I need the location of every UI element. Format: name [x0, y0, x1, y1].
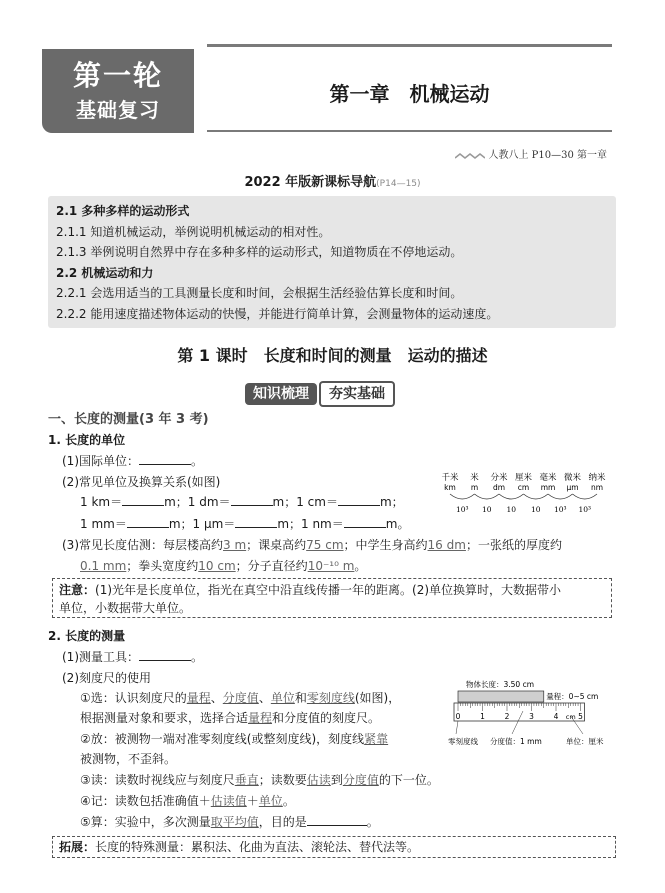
standard-line: 2.1.3 举例说明自然界中存在多种多样的运动形式，知道物质在不停地运动。 [56, 245, 463, 259]
step-record [80, 793, 295, 809]
note-label: 注意： [59, 583, 96, 597]
common-units-line: (2)常见单位及换算关系(如图) [62, 475, 221, 489]
unit-chain-diagram [440, 470, 620, 516]
est-value: 16 dm [427, 538, 466, 552]
conv-blank[interactable] [231, 494, 273, 506]
nav-title-text: 2022 年版新课标导航 [244, 175, 377, 190]
calc-text: ⑤算：实验中，多次测量 [80, 815, 211, 829]
record-text: ④记：读数包括准确值＋ [80, 794, 211, 808]
note-line-2: 单位，小数据带大单位。 [59, 601, 192, 615]
est-value: 10 cm [198, 559, 236, 573]
standard-line: 2.2 机械运动和力 [56, 265, 154, 280]
read-end: 的下一位。 [378, 773, 439, 787]
step-select-1 [80, 690, 400, 706]
division-label: 分度值：1 mm [490, 737, 542, 746]
read-text-2: ；读数要 [258, 773, 307, 787]
keyword: 垂直 [234, 773, 259, 787]
conv-mm: 1 mm＝ [80, 517, 127, 531]
standard-line: 2.2.1 会选用适当的工具测量长度和时间，会根据生活经验估算长度和时间。 [56, 286, 463, 300]
ruler-tick-label: 5 [578, 712, 583, 721]
read-text-3: 到 [330, 773, 343, 787]
step-select-2 [80, 710, 380, 726]
section-tags [245, 381, 395, 407]
nav-title-ref: (P14—15) [376, 179, 421, 189]
select-text-2: 根据测量对象和要求，选择合适 [80, 711, 249, 725]
conv-end: m； [379, 495, 404, 509]
est-paper: ；一张纸的厚度约 [465, 538, 562, 552]
unit-arc [573, 494, 598, 499]
estimate-line-1 [62, 537, 562, 553]
conv-cm: m；1 cm＝ [272, 495, 338, 509]
range-label: 量程：0~5 cm [546, 692, 599, 701]
ruler-usage-heading: (2)刻度尺的使用 [62, 671, 151, 685]
step-place-1 [80, 731, 388, 747]
calc-text-2: ，目的是 [258, 815, 307, 829]
extension-text: 长度的特殊测量：累积法、化曲为直法、滚轮法、替代法等。 [95, 840, 420, 854]
est-value: 0.1 mm [80, 559, 127, 573]
keyword: 零刻度线 [306, 691, 355, 705]
object-length-label: 物体长度：3.50 cm [466, 680, 535, 689]
lesson-title: 第 1 课时 长度和时间的测量 运动的描述 [177, 346, 488, 365]
conv-um: m；1 μm＝ [168, 517, 236, 531]
sep: 、 [210, 691, 223, 705]
unit-factor: 10 [530, 505, 541, 514]
unit-symbol: m [470, 483, 479, 492]
tool-label: (1)测量工具： [62, 650, 139, 664]
sep: 和 [294, 691, 307, 705]
keyword: 单位 [270, 691, 295, 705]
si-unit-blank[interactable] [139, 453, 191, 465]
ruler-diagram [448, 678, 628, 750]
conv-km: 1 km＝ [80, 495, 123, 509]
section1-heading [48, 412, 209, 428]
unit-symbol: mm [540, 483, 556, 492]
tag-foundation: 夯实基础 [319, 381, 395, 407]
calc-end: 。 [366, 815, 379, 829]
conv-blank[interactable] [122, 494, 164, 506]
unit-arc [475, 494, 500, 499]
conversion-row-2 [80, 516, 409, 532]
est-height: ；中学生身高约 [343, 538, 428, 552]
conv-end2: m。 [385, 517, 410, 531]
unit-symbol: cm [517, 483, 530, 492]
extension-label: 拓展： [59, 840, 96, 854]
note-text-1: (1)光年是长度单位，指光在真空中沿直线传播一年的距离。(2)单位换算时，大数据带小 [95, 583, 562, 597]
keyword: 分度值 [222, 691, 259, 705]
ruler-tick-label: 1 [480, 712, 485, 721]
est-floor: (3)常见长度估测：每层楼高约 [62, 538, 223, 552]
sep: 、 [258, 691, 271, 705]
si-unit-line [62, 453, 203, 469]
unit-name: 千米 [441, 473, 459, 483]
round-badge [42, 49, 194, 133]
zero-pointer [456, 721, 458, 734]
extension-box [52, 836, 616, 858]
curriculum-nav-title [0, 171, 665, 190]
unit-arc [524, 494, 549, 499]
si-unit-label: (1)国际单位： [62, 454, 139, 468]
unit-name: 微米 [563, 473, 582, 483]
keyword: 紧靠 [364, 732, 389, 746]
unit-name: 厘米 [514, 473, 533, 483]
unit-symbol: μm [566, 483, 579, 492]
measured-object [458, 691, 544, 702]
step-place-2: 被测物，不歪斜。 [80, 752, 177, 766]
unit-symbol: dm [492, 483, 506, 492]
keyword: 量程 [186, 691, 211, 705]
wave-icon [455, 151, 485, 161]
est-fist: ；拳头宽度约 [126, 559, 199, 573]
conv-blank[interactable] [338, 494, 380, 506]
unit-symbol: km [444, 483, 456, 492]
badge-line2: 基础复习 [76, 98, 160, 122]
est-value: 75 cm [306, 538, 344, 552]
est-desk: ；课桌高约 [246, 538, 307, 552]
unit-name: 米 [470, 473, 479, 483]
unit-arc [548, 494, 573, 499]
unit-label: 单位：厘米 [566, 737, 604, 746]
si-unit-end: 。 [191, 454, 204, 468]
section1-count: (3 年 3 考) [139, 412, 209, 427]
est-value: 3 m [223, 538, 247, 552]
unit-factor: 10³ [553, 505, 567, 514]
unit-name: 纳米 [588, 473, 606, 483]
keyword: 取平均值 [210, 815, 259, 829]
ruler-tick-label: 0 [455, 712, 461, 721]
unit-symbol: nm [590, 483, 604, 492]
standards-box [48, 196, 616, 328]
header-bottom-rule [207, 130, 612, 132]
note-line-1 [59, 582, 561, 598]
conv-blank[interactable] [127, 516, 169, 528]
ruler-unit: cm [565, 713, 576, 721]
unit-name: 毫米 [539, 473, 557, 483]
unit-heading: 1. 长度的单位 [48, 433, 126, 447]
unit-factor: 10 [506, 505, 517, 514]
unit-factor: 10³ [578, 505, 592, 514]
keyword: 量程 [248, 711, 273, 725]
textbook-page-ref [455, 146, 607, 161]
standard-line: 2.2.2 能用速度描述物体运动的快慢，并能进行简单计算，会测量物体的运动速度。 [56, 306, 499, 321]
conv-dm: m；1 dm＝ [164, 495, 231, 509]
keyword: 估读 [306, 773, 331, 787]
select-end: (如图)， [354, 691, 401, 705]
keyword: 单位 [258, 794, 283, 808]
calc-blank[interactable] [307, 814, 367, 826]
unit-arc [450, 494, 475, 499]
extension-line [59, 839, 419, 855]
page-ref-text: 人教八上 P10—30 第一章 [488, 150, 607, 161]
read-text: ③读：读数时视线应与刻度尺 [80, 773, 235, 787]
conv-nm: m；1 nm＝ [277, 517, 344, 531]
section1-title: 一、长度的测量 [48, 412, 140, 427]
record-end: 。 [282, 794, 295, 808]
chapter-title: 第一章 机械运动 [329, 82, 490, 106]
unit-factor: 10³ [455, 505, 469, 514]
est-molecule: ；分子直径约 [235, 559, 308, 573]
tool-blank[interactable] [139, 649, 191, 661]
measure-heading: 2. 长度的测量 [48, 629, 126, 643]
keyword: 估读值 [210, 794, 247, 808]
unit-name: 分米 [490, 473, 508, 483]
tool-end: 。 [191, 650, 204, 664]
conv-blank[interactable] [344, 516, 386, 528]
ruler-tick-label: 2 [504, 712, 510, 721]
estimate-line-2 [80, 558, 366, 574]
standard-line: 2.1.1 知道机械运动，举例说明机械运动的相对性。 [56, 224, 331, 239]
ruler-tick-label: 4 [553, 712, 559, 721]
unit-factor: 10 [481, 505, 492, 514]
tool-line [62, 649, 203, 665]
select-text: ①选：认识刻度尺的 [80, 691, 187, 705]
standard-line: 2.1 多种多样的运动形式 [56, 204, 190, 218]
select-end-2: 和分度值的刻度尺。 [272, 711, 381, 725]
est-value: 10⁻¹⁰ m [307, 559, 355, 573]
step-read [80, 772, 439, 788]
conv-blank[interactable] [235, 516, 277, 528]
ruler-tick-label: 3 [529, 712, 534, 721]
est-end: 。 [354, 559, 367, 573]
badge-line1: 第一轮 [72, 59, 163, 92]
step-calc [80, 814, 379, 830]
keyword: 分度值 [342, 773, 379, 787]
conversion-row-1 [80, 494, 404, 510]
place-text: ②放：被测物一端对准零刻度线(或整刻度线)，刻度线 [80, 732, 365, 746]
zero-label: 零刻度线 [448, 737, 478, 746]
tag-knowledge: 知识梳理 [245, 383, 317, 405]
note-box [52, 578, 612, 618]
record-plus: ＋ [246, 794, 259, 808]
unit-arc [499, 494, 524, 499]
header-top-rule [207, 44, 612, 47]
